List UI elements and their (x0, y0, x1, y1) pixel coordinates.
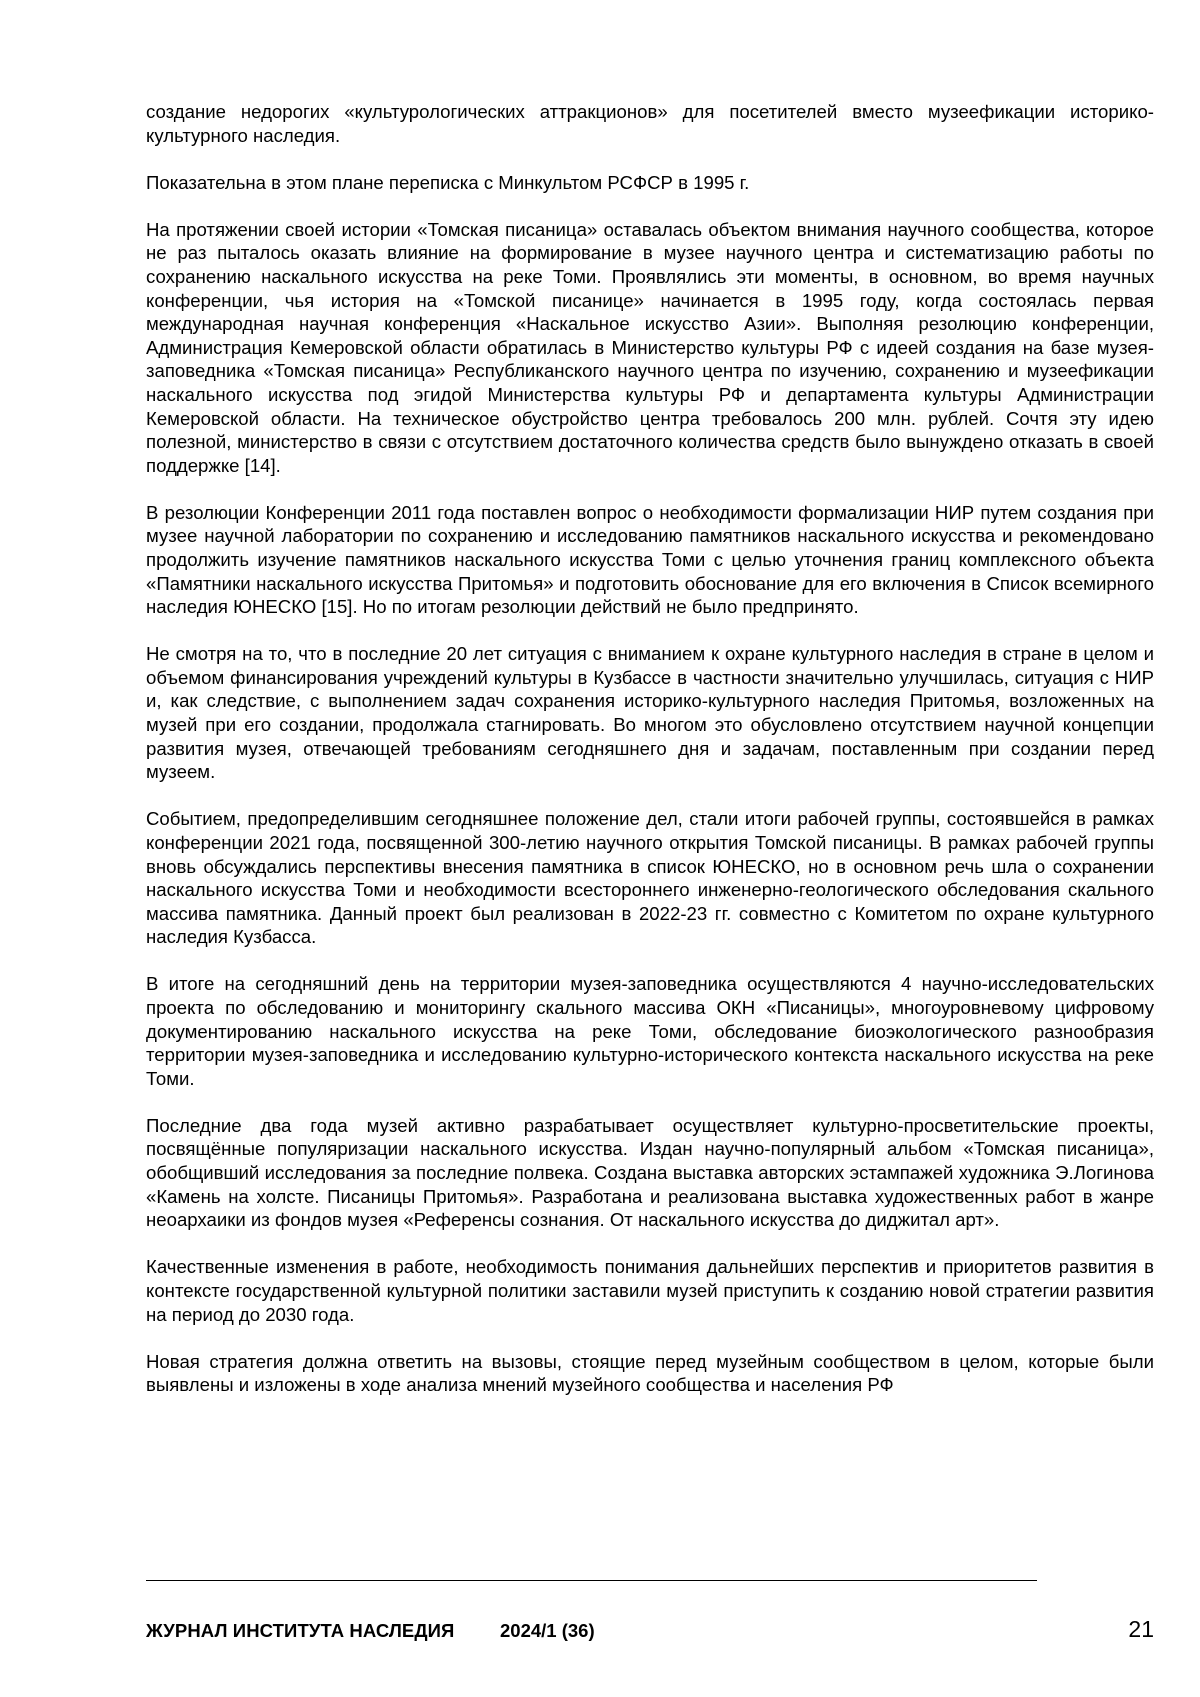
paragraph-2: Показательна в этом плане переписка с Минкультом РСФСР в 1995 г. (146, 171, 750, 193)
page-footer (146, 1618, 1154, 1648)
paragraph-8: Последние два года музей активно разрабатывает осуществляет культурно-просветительские проекты, посвящённые популяризации наскального искусства. Издан научно-популярный альбом «Томская писаница», обобщивший исследования за последние полвека. Создана выставка авторских эстампажей художника Э.Логинова «Камень на холсте. Писаницы Притомья». Разработана и реализована выставка художественных работ в жанре неоархаики из фондов музея «Референсы сознания. От наскального искусства до диджитал арт». (146, 1114, 1154, 1231)
paragraph-7: В итоге на сегодняшний день на территории музея-заповедника осуществляются 4 научно-исследовательских проекта по обследованию и мониторингу скального массива ОКН «Писаницы», многоуровневому цифровому документированию наскального искусства на реке Томи, обследование биоэкологического разнообразия территории музея-заповедника и исследованию культурно-исторического контекста наскального искусства на реке Томи. (146, 973, 1154, 1089)
paragraph-9: Качественные изменения в работе, необходимость понимания дальнейших перспектив и приоритетов развития в контексте государственной культурной политики заставили музей приступить к созданию новой стратегии развития на период до 2030 года. (146, 1256, 1154, 1325)
paragraph-3: На протяжении своей истории «Томская писаница» оставалась объектом внимания научного сообщества, которое не раз пыталось оказать влияние на формирование в музее научного центра и систематизацию работы по сохранению наскального искусства на реке Томи. Проявлялись эти моменты, в основном, во время научных конференции, чья история на «Томской писанице» начинается в 1995 году, когда состоялась первая международная научная конференция «Наскальное искусство Азии». Выполняя резолюцию конференции, Администрация Кемеровской области обратилась в Министерство культуры РФ с идеей создания на базе музея-заповедника «Томская писаница» Республиканского научного центра по изучению, сохранению и музеефикации наскального искусства под эгидой Министерства культуры РФ и департамента культуры Администрации Кемеровской области. На техническое обустройство центра требовалось 200 млн. рублей. Сочтя эту идею полезной, министерство в связи с отсутствием достаточного количества средств было вынуждено отказать в своей поддержке [14]. (146, 218, 1154, 476)
page-number: 21 (1128, 1616, 1154, 1642)
paragraph-4: В резолюции Конференции 2011 года поставлен вопрос о необходимости формализации НИР путем создания при музее научной лаборатории по сохранению и исследованию памятников наскального искусства и рекомендовано продолжить изучение памятников наскального искусства Томи с целью уточнения границ комплексного объекта «Памятники наскального искусства Притомья» и подготовить обоснование для его включения в Список всемирного наследия ЮНЕСКО [15]. Но по итогам резолюции действий не было предпринято. (146, 501, 1154, 618)
footer-divider (146, 1580, 1037, 1581)
journal-issue: 2024/1 (36) (500, 1620, 595, 1641)
paragraph-6: Событием, предопределившим сегодняшнее положение дел, стали итоги рабочей группы, состоявшейся в рамках конференции 2021 года, посвященной 300-летию научного открытия Томской писаницы. В рамках рабочей группы вновь обсуждались перспективы внесения памятника в список ЮНЕСКО, но в основном речь шла о сохранении наскального искусства Томи и необходимости всестороннего инженерно-геологического обследования скального массива памятника. Данный проект был реализован в 2022-23 гг. совместно с Комитетом по охране культурного наследия Кузбасса. (146, 808, 1154, 948)
paragraph-1: создание недорогих «культурологических аттракционов» для посетителей вместо музеефикации историко-культурного наследия. (146, 101, 1154, 146)
paragraph-5: Не смотря на то, что в последние 20 лет ситуация с вниманием к охране культурного наследия в стране в целом и объемом финансирования учреждений культуры в Кузбассе в частности значительно улучшилась, ситуация с НИР и, как следствие, с выполнением задач сохранения историко-культурного наследия Притомья, возложенных на музей при его создании, продолжала стагнировать. Во многом это обусловлено отсутствием научной концепции развития музея, отвечающей требованиям сегодняшнего дня и задачам, поставленным при создании перед музеем. (146, 643, 1154, 783)
journal-title: ЖУРНАЛ ИНСТИТУТА НАСЛЕДИЯ (146, 1620, 455, 1641)
page-body (146, 100, 1154, 1397)
paragraph-10: Новая стратегия должна ответить на вызовы, стоящие перед музейным сообществом в целом, которые были выявлены и изложены в ходе анализа мнений музейного сообщества и населения РФ (146, 1350, 1154, 1396)
